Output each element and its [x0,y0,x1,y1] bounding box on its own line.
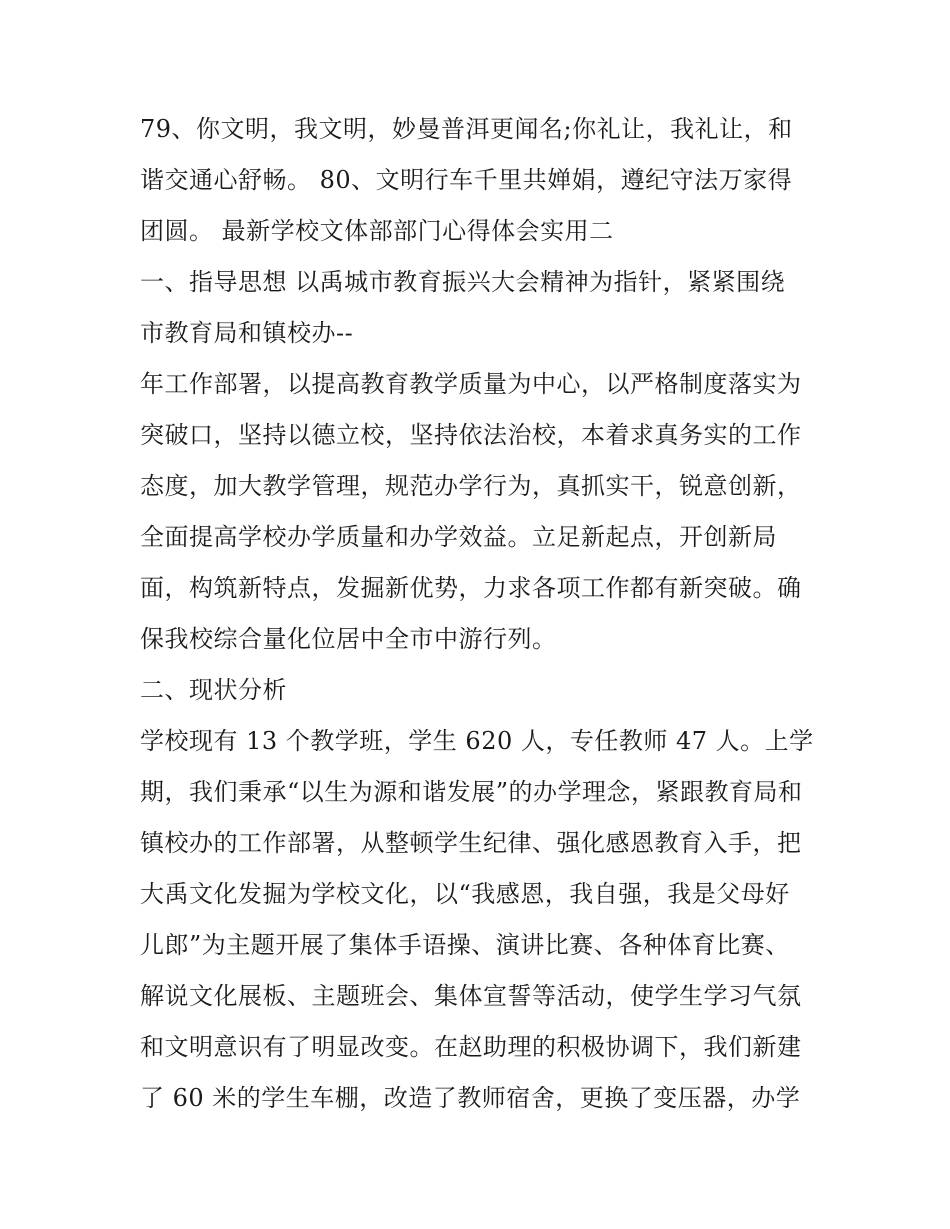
text-line: 79、你文明，我文明，妙曼普洱更闻名;你礼让，我礼让，和 [140,115,793,143]
text-line: 突破口，坚持以德立校，坚持依法治校，本着求真务实的工作 [140,421,802,449]
text-line: 镇校办的工作部署，从整顿学生纪律、强化感恩教育入手，把 [140,829,802,857]
text-line: 期，我们秉承“以生为源和谐发展”的办学理念，紧跟教育局和 [140,778,803,806]
document-body [140,104,820,1124]
text-line: 大禹文化发掘为学校文化，以“我感恩，我自强，我是父母好 [140,880,790,908]
text-line: 解说文化展板、主题班会、集体宣誓等活动，使学生学习气氛 [140,982,802,1010]
text-line: 面，构筑新特点，发掘新优势，力求各项工作都有新突破。确 [140,574,802,602]
text-line: 儿郎”为主题开展了集体手语操、演讲比赛、各种体育比赛、 [140,931,790,959]
text-line: 了 60 米的学生车棚，改造了教师宿舍，更换了变压器，办学 [140,1084,801,1112]
text-line: 年工作部署，以提高教育教学质量为中心，以严格制度落实为 [140,370,802,398]
section-heading-status-analysis: 二、现状分析 [140,676,287,704]
text-line: 态度，加大教学管理，规范办学行为，真抓实干，锐意创新， [140,472,802,500]
section-heading-guiding-thought: 一、指导思想 以禹城市教育振兴大会精神为指针，紧紧围绕 [140,268,786,296]
text-line: 保我校综合量化位居中全市中游行列。 [140,625,557,653]
text-line: 学校现有 13 个教学班，学生 620 人，专任教师 47 人。上学 [140,727,814,755]
text-line: 市教育局和镇校办-- [140,319,354,347]
text-line: 全面提高学校办学质量和办学效益。立足新起点，开创新局 [140,523,777,551]
text-line: 谐交通心舒畅。 80、文明行车千里共婵娟，遵纪守法万家得 [140,166,793,194]
text-line: 团圆。 最新学校文体部部门心得体会实用二 [140,217,614,245]
text-line: 和文明意识有了明显改变。在赵助理的积极协调下，我们新建 [140,1033,802,1061]
